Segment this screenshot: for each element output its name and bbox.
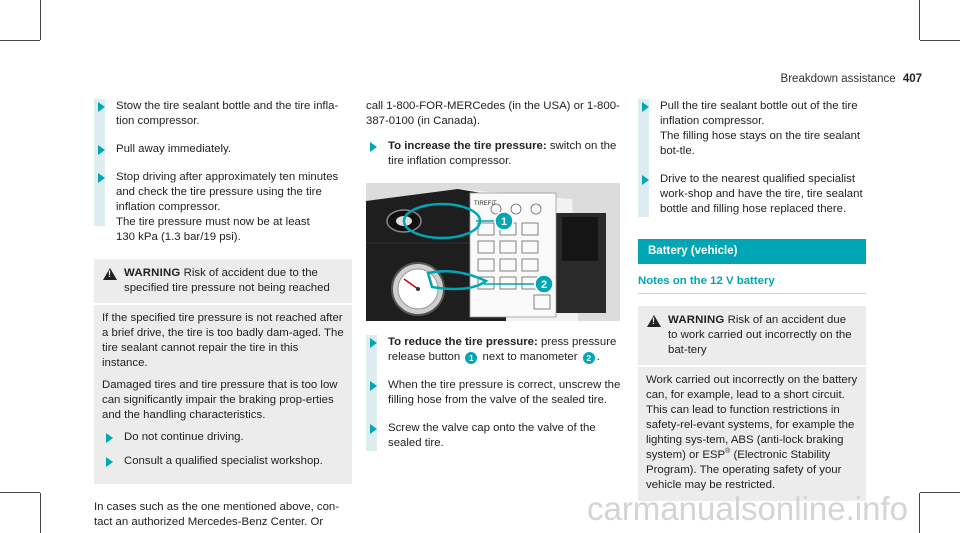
step-label: To reduce the tire pressure:	[388, 336, 538, 348]
warning-paragraph	[646, 373, 858, 493]
warning-title: WARNING	[668, 314, 725, 326]
callout-2: 2	[540, 279, 548, 291]
step-text: The filling hose stays on the tire sealant bot-tle.	[660, 130, 861, 157]
arrow-icon	[106, 457, 113, 467]
section-heading: Battery (vehicle)	[638, 239, 866, 264]
header-section: Breakdown assistance	[780, 73, 896, 85]
step-increase-pressure	[366, 139, 624, 169]
step-text: The tire pressure must now be at least	[116, 216, 310, 228]
arrow-icon	[106, 433, 113, 443]
warning-title: WARNING	[124, 267, 181, 279]
callout-badge-1: 1	[465, 352, 477, 364]
step-group	[366, 335, 624, 451]
watermark: carmanualsonline.info	[586, 490, 908, 527]
warning-step	[102, 454, 344, 469]
step-text: Stow the tire sealant bottle and the tire infla-tion compressor.	[116, 100, 339, 127]
warning-triangle-icon	[647, 315, 661, 327]
crop-mark	[920, 40, 960, 41]
arrow-icon	[370, 338, 377, 348]
compressor-illustration	[366, 183, 620, 321]
arrow-icon	[370, 424, 377, 434]
step-text: Pull away immediately.	[116, 143, 232, 155]
step-stop-driving	[94, 170, 352, 245]
step-text: press pressure release button	[388, 336, 617, 363]
step-text: When the tire pressure is correct, unscrew the filling hose from the valve of the sealed tire.	[388, 379, 621, 406]
callout-badge-2: 2	[583, 352, 595, 364]
step-screw-cap	[366, 421, 624, 451]
arrow-icon	[642, 175, 649, 185]
crop-mark	[40, 0, 41, 40]
crop-mark	[0, 40, 40, 41]
step-text: Drive to the nearest qualified specialist work-shop and have the tire, tire sealant bottle and filling hose replaced there.	[660, 173, 863, 215]
step-label: To increase the tire pressure:	[388, 140, 547, 152]
body-paragraph: call 1-800-FOR-MERCedes (in the USA) or 1-800-387-0100 (in Canada).	[366, 100, 620, 127]
warning-box	[638, 306, 866, 501]
step-unscrew	[366, 378, 624, 408]
arrow-icon	[98, 102, 105, 112]
warning-header	[638, 306, 866, 367]
column-1	[94, 99, 352, 530]
step-pull-bottle	[638, 99, 866, 159]
warning-box	[94, 259, 352, 484]
warning-head-text: Risk of an accident due to work carried out incorrectly on the bat-tery	[668, 314, 852, 356]
step-group	[638, 99, 866, 217]
crop-mark	[920, 492, 960, 493]
step-text: Do not continue driving.	[124, 431, 244, 443]
arrow-icon	[642, 102, 649, 112]
subsection-heading: Notes on the 12 V battery	[638, 274, 866, 294]
warning-header	[94, 259, 352, 305]
sticker-label: TIREFIT	[474, 201, 497, 207]
step-text: Screw the valve cap onto the valve of the sealed tire.	[388, 422, 596, 449]
step-text: Stop driving after approximately ten minutes and check the tire pressure using the tire inflation compressor.	[116, 171, 339, 213]
crop-mark	[0, 492, 40, 493]
step-drive-workshop	[638, 172, 866, 217]
step-text: 130 kPa (1.3 bar/19 psi).	[116, 231, 241, 243]
warning-paragraph: If the specified tire pressure is not reached after a brief drive, the tire is too badly dam-aged. The tire sealant cannot repair the tire in this instance.	[102, 312, 344, 369]
step-text: Pull the tire sealant bottle out of the tire inflation compressor.	[660, 100, 858, 127]
warning-body	[638, 367, 866, 501]
warning-text: (Electronic Stability Program). The operating safety of your vehicle may be restricted.	[646, 449, 842, 491]
page-number: 407	[902, 73, 922, 85]
warning-step	[102, 430, 344, 445]
callout-1: 1	[500, 216, 508, 228]
step-text: switch on the tire inflation compressor.	[388, 140, 617, 167]
warning-paragraph: Damaged tires and tire pressure that is too low can significantly impair the braking prop-erties and the handling characteristics.	[102, 379, 338, 421]
arrow-icon	[370, 142, 377, 152]
column-3	[638, 99, 866, 517]
crop-mark	[919, 493, 920, 533]
arrow-icon	[98, 145, 105, 155]
warning-triangle-icon	[103, 268, 117, 280]
warning-text: Work carried out incorrectly on the battery can, for example, lead to a short circuit. This can lead to function restrictions in safety-rel-evant systems, for example the lighting sys-tem, ABS (anti-lock braking system) or ESP	[646, 374, 858, 461]
page-header	[781, 72, 922, 87]
column-2	[366, 99, 624, 464]
compressor-figure	[366, 183, 620, 321]
step-stow	[94, 99, 352, 129]
body-paragraph: In cases such as the one mentioned above, con-tact an authorized Mercedes-Benz Center. Or	[94, 501, 340, 528]
warning-body	[94, 305, 352, 484]
step-text: next to manometer	[482, 351, 578, 363]
warning-head-text: Risk of accident due to the specified tire pressure not being reached	[124, 267, 330, 294]
step-pull-away	[94, 142, 352, 157]
crop-mark	[40, 493, 41, 533]
arrow-icon	[98, 173, 105, 183]
registered-mark: ®	[725, 448, 731, 456]
step-reduce-pressure: To reduce the tire pressure: press pressure release button 1 next to manometer 2 .	[366, 335, 624, 365]
step-text: Consult a qualified specialist workshop.	[124, 455, 323, 467]
arrow-icon	[370, 381, 377, 391]
crop-mark	[919, 0, 920, 40]
